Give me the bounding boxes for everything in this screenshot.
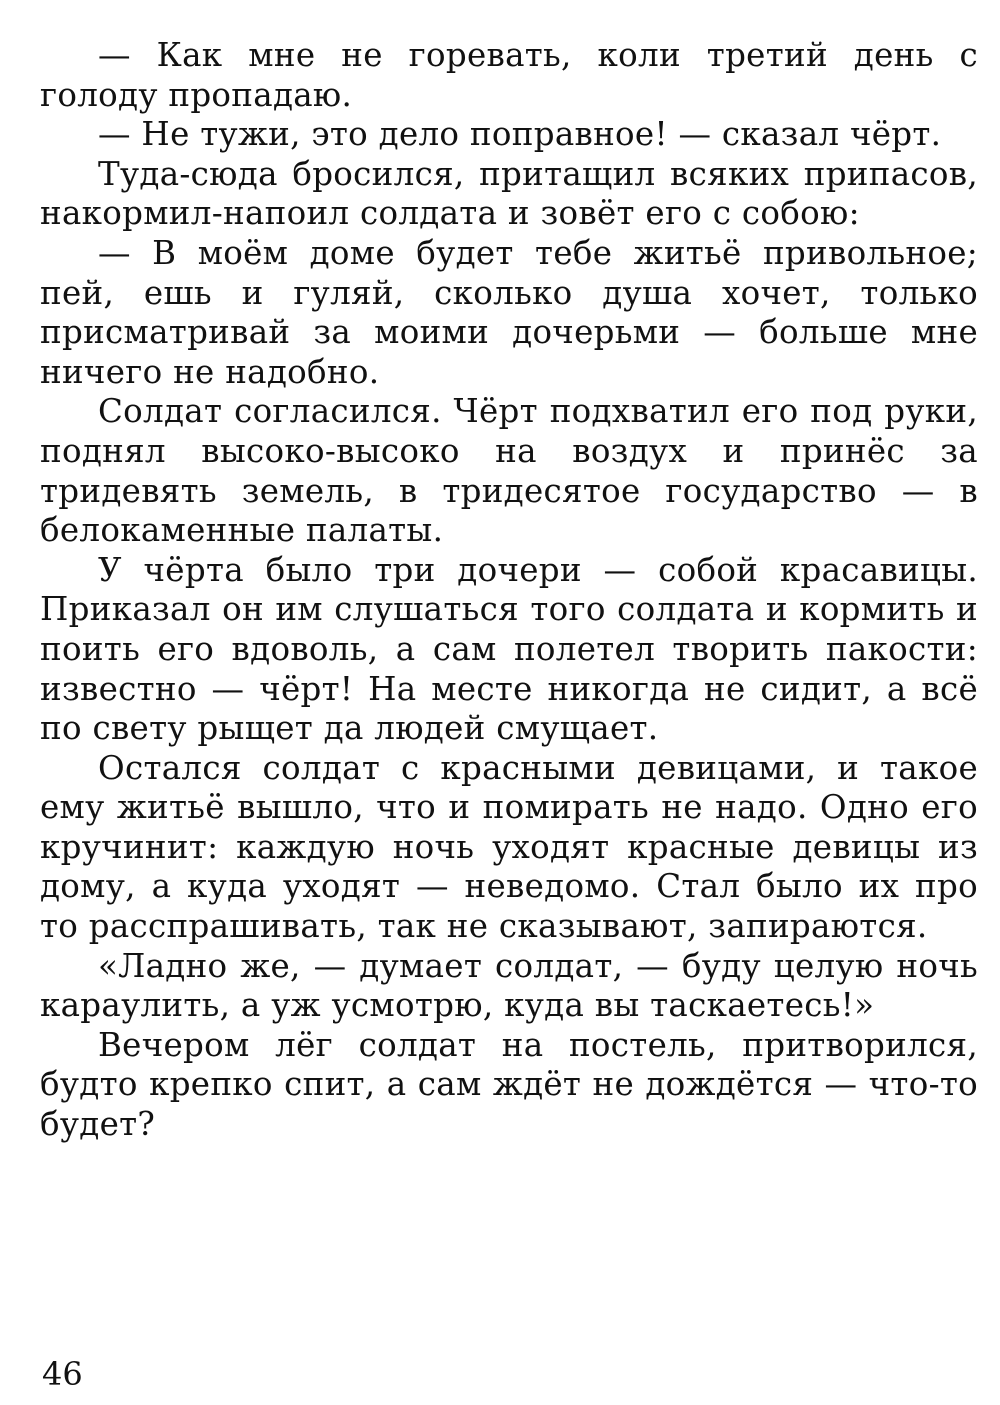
paragraph: Солдат согласился. Чёрт подхватил его под руки, поднял высоко-высоко на воздух и принёс за тридевять земель, в тридесятое государство — в белокаменные палаты. [40,392,978,550]
paragraph: Вечером лёг солдат на постель, притворился, будто крепко спит, а сам ждёт не дождётся — что-то будет? [40,1025,978,1144]
paragraph: — Как мне не горевать, коли третий день с голоду пропадаю. [40,36,978,114]
page-number: 46 [42,1355,83,1393]
paragraph: — Не тужи, это дело поправное! — сказал чёрт. [98,115,942,154]
page-text [40,36,978,1145]
paragraph: Остался солдат с красными девицами, и такое ему житьё вышло, что и помирать не надо. Одно его кручинит: каждую ночь уходят красные девицы из дому, а куда уходят — неведомо. Стал было их про то расспрашивать, так не сказывают, запираются. [40,748,978,946]
paragraph: «Ладно же, — думает солдат, — буду целую ночь караулить, а уж усмотрю, куда вы таскаетесь!» [40,946,978,1025]
paragraph: У чёрта было три дочери — собой красавицы. Приказал он им слушаться того солдата и кормить и поить его вдоволь, а сам полетел творить пакости: известно — чёрт! На месте никогда не сидит, а всё по свету рыщет да людей смущает. [40,550,978,748]
paragraph: Туда-сюда бросился, притащил всяких припасов, накормил-напоил солдата и зовёт его с собою: [40,154,978,233]
paragraph: — В моём доме будет тебе житьё привольное; пей, ешь и гуляй, сколько душа хочет, только присматривай за моими дочерьми — больше мне ничего не надобно. [40,233,978,391]
